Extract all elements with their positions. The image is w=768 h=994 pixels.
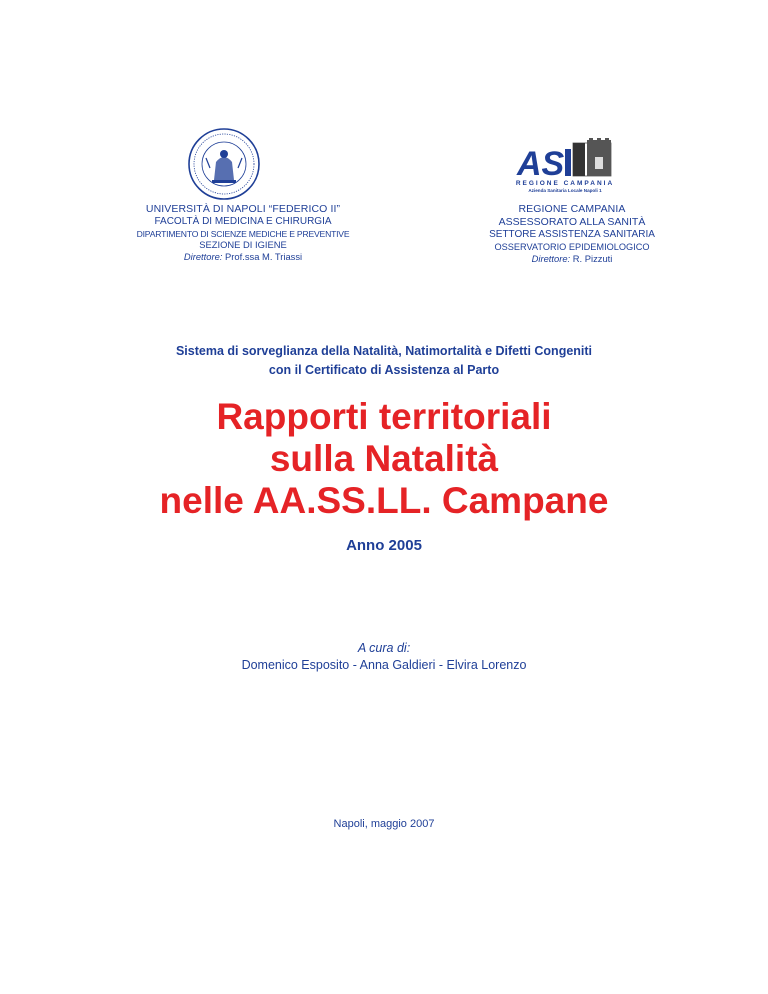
department-name: DIPARTIMENTO DI SCIENZE MEDICHE E PREVENTIVE [136,228,350,239]
region-block [447,203,697,265]
health-office: ASSESSORATO ALLA SANITÀ [498,216,646,229]
asl-logo [509,137,621,199]
subtitle-line-2: con il Certificato di Assistenza al Parto [268,363,500,377]
director-name: Prof.ssa M. Triassi [225,251,303,263]
director-label: Direttore: [531,253,571,265]
observatory-name: OSSERVATORIO EPIDEMIOLOGICO [494,241,650,252]
title-line-2: sulla Natalità [269,438,499,479]
university-director [120,251,366,263]
authors: Domenico Esposito - Anna Galdieri - Elvira Lorenzo [241,658,527,672]
director-name: R. Pizzuti [572,253,613,265]
place-date: Napoli, maggio 2007 [333,818,435,830]
report-title [0,396,768,522]
health-sector: SETTORE ASSISTENZA SANITARIA [489,229,655,241]
subtitle-line-1: Sistema di sorveglianza della Natalità, Natimortalità e Difetti Congeniti [175,344,593,358]
svg-text:Azienda Sanitaria Locale Napol: Azienda Sanitaria Locale Napoli 1 [528,188,602,193]
title-line-3: nelle AA.SS.LL. Campane [159,480,609,521]
svg-text:REGIONE CAMPANIA: REGIONE CAMPANIA [515,180,615,187]
university-name: UNIVERSITÀ DI NAPOLI “FEDERICO II” [145,203,341,215]
region-director [447,253,697,265]
director-label: Direttore: [183,251,223,263]
university-seal-logo [188,128,260,200]
curated-by-label: A cura di: [357,641,411,655]
title-line-1: Rapporti territoriali [216,396,552,437]
report-year: Anno 2005 [346,537,422,554]
svg-text:AS: AS [517,145,565,183]
faculty-name: FACOLTÀ DI MEDICINA E CHIRURGIA [154,216,332,228]
section-name: SEZIONE DI IGIENE [199,239,287,251]
region-name: REGIONE CAMPANIA [518,203,626,215]
university-block [120,203,366,263]
report-subtitle [0,342,768,380]
